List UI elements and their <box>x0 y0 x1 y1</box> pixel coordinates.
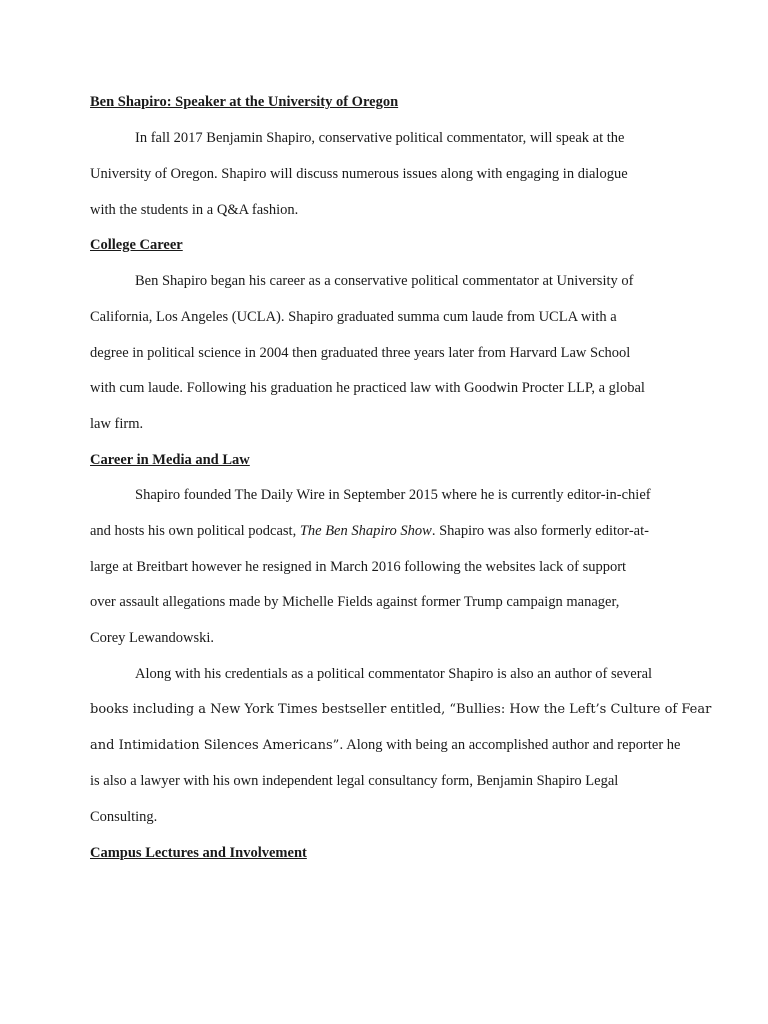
document-title: Ben Shapiro: Speaker at the University of Oregon <box>90 94 399 110</box>
college-line-2: California, Los Angeles (UCLA). Shapiro graduated summa cum laude from UCLA with a <box>90 309 617 325</box>
media-p1-line-2-end: . Shapiro was also formerly editor-at- <box>431 523 649 539</box>
intro-line-1: In fall 2017 Benjamin Shapiro, conservative political commentator, will speak at the <box>135 130 625 146</box>
media-p1-line-3: large at Breitbart however he resigned in March 2016 following the websites lack of support <box>90 559 627 575</box>
college-line-3: degree in political science in 2004 then graduated three years later from Harvard Law School <box>90 345 631 361</box>
media-p2-line-3-start: and Intimidation Silences Americans”. <box>90 738 344 753</box>
college-career-heading: College Career <box>90 237 183 253</box>
media-p1-line-2-start: and hosts his own political podcast, <box>90 523 300 539</box>
media-p2-line-3 <box>90 736 680 755</box>
podcast-title: The Ben Shapiro Show <box>299 523 432 539</box>
media-law-heading: Career in Media and Law <box>90 452 250 468</box>
media-p2-line-1: Along with his credentials as a political commentator Shapiro is also an author of several <box>135 666 653 682</box>
media-p1-line-2 <box>90 522 649 540</box>
intro-line-2: University of Oregon. Shapiro will discuss numerous issues along with engaging in dialogue <box>90 166 628 182</box>
college-line-4: with cum laude. Following his graduation he practiced law with Goodwin Procter LLP, a global <box>90 380 645 396</box>
college-line-5: law firm. <box>90 416 144 432</box>
media-p2-line-3-end: Along with being an accomplished author and reporter he <box>343 737 681 753</box>
media-p2-line-5: Consulting. <box>90 809 158 825</box>
campus-lectures-heading: Campus Lectures and Involvement <box>90 845 307 861</box>
media-p1-line-5: Corey Lewandowski. <box>90 630 215 646</box>
media-p2-line-4: is also a lawyer with his own independent legal consultancy form, Benjamin Shapiro Legal <box>90 773 619 789</box>
college-line-1: Ben Shapiro began his career as a conservative political commentator at University of <box>135 273 634 289</box>
intro-line-3: with the students in a Q&A fashion. <box>90 202 299 218</box>
media-p1-line-1: Shapiro founded The Daily Wire in September 2015 where he is currently editor-in-chief <box>135 487 651 503</box>
media-p1-line-4: over assault allegations made by Michelle Fields against former Trump campaign manager, <box>90 594 620 610</box>
media-p2-line-2: books including a New York Times bestseller entitled, “Bullies: How the Left’s Culture of Fear <box>90 702 712 717</box>
